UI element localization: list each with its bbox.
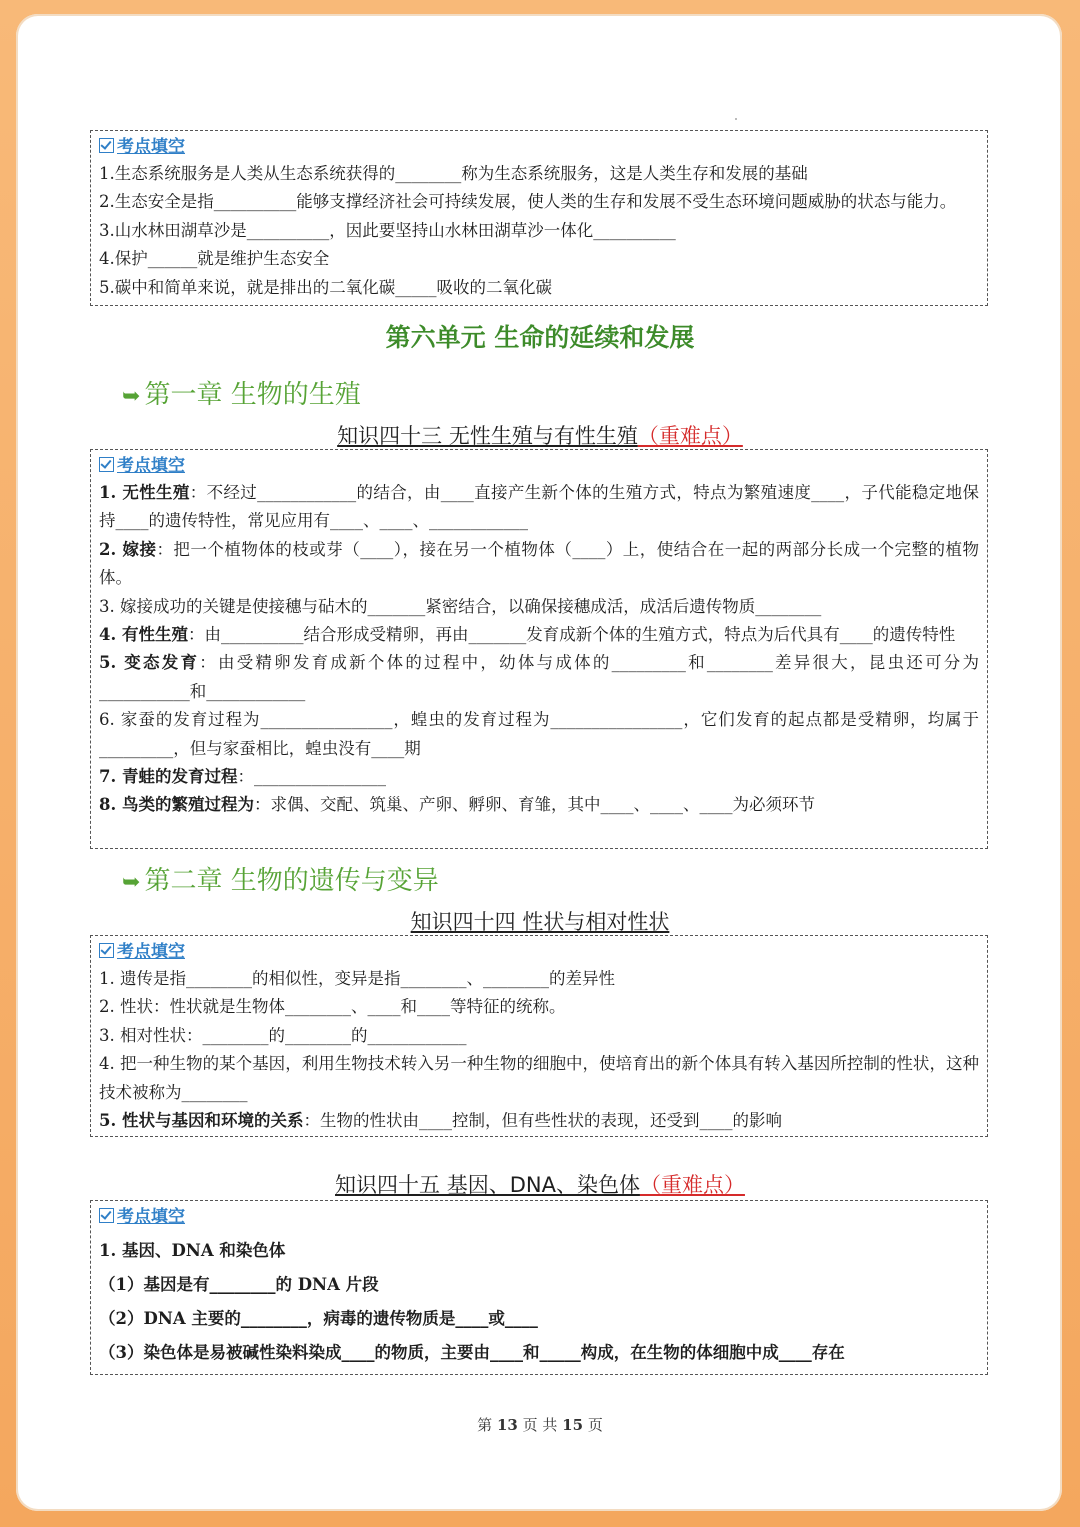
item-label: 7. 青蛙的发育过程 (99, 767, 238, 787)
box-heading (99, 1204, 979, 1230)
item-text: ：把一个植物体的枝或芽（____），接在另一个植物体（____）上，使结合在一起的两部分长成一个完整的植物体。 (99, 539, 979, 588)
box1-line-2: 2.生态安全是指__________能够支撑经济社会可持续发展，使人类的生存和发展不受生态环境问题威胁的状态与能力。 (99, 192, 957, 212)
chapter-1-title (122, 374, 361, 411)
knowledge-44-main: 知识四十四 性状与相对性状 (410, 910, 670, 934)
box2-item-6 (99, 706, 979, 763)
item-label: 8. 鸟类的繁殖过程为 (99, 795, 254, 815)
speck (735, 118, 737, 120)
knowledge-43-main: 知识四十三 无性生殖与有性生殖 (337, 424, 638, 448)
footer-prefix: 第 (477, 1416, 493, 1434)
box4-line-1: 1. 基因、DNA 和染色体 (99, 1241, 286, 1260)
arrow-icon: ➥ (122, 384, 141, 409)
box1-line-3: 3.山水林田湖草沙是__________，因此要坚持山水林田湖草沙一体化__________ (99, 220, 676, 240)
box3-item-5 (99, 1107, 979, 1135)
footer-mid: 页 共 (522, 1416, 558, 1434)
checkbox-icon (99, 1208, 114, 1223)
page-footer (0, 1414, 1080, 1435)
box2-item-8 (99, 791, 979, 819)
total-pages: 15 (562, 1416, 584, 1434)
item-text: ：________________ (237, 767, 386, 787)
box-heading (99, 134, 979, 160)
box3-item-1 (99, 965, 979, 993)
item-text: ：由受精卵发育成新个体的过程中，幼体与成体的_________和________差异很大，昆虫还可分为___________和____________ (99, 653, 979, 701)
box1-line-4: 4.保护______就是维护生态安全 (99, 249, 330, 269)
box2-item-5 (99, 649, 979, 706)
item-text: 6. 家蚕的发育过程为________________，蝗虫的发育过程为________________，它们发育的起点都是受精卵，均属于_________，但与家蚕相比，蝗虫没有____期 (99, 710, 979, 758)
box3-item-4 (99, 1050, 979, 1107)
item-label: 2. 嫁接 (99, 539, 157, 559)
knowledge-45-main: 知识四十五 基因、DNA、染色体 (335, 1173, 640, 1197)
knowledge-45-tag: （重难点） (639, 1173, 745, 1197)
item-text: 2. 性状：性状就是生物体________、____和____等特征的统称。 (99, 997, 566, 1017)
box-heading-text: 考点填空 (117, 456, 185, 476)
box-heading (99, 453, 979, 479)
box1-line-1: 1.生态系统服务是人类从生态系统获得的________称为生态系统服务，这是人类生存和发展的基础 (99, 164, 808, 183)
box4-line-3: （2）DNA 主要的________，病毒的遗传物质是____或____ (99, 1309, 538, 1328)
item-text: ：生物的性状由____控制，但有些性状的表现，还受到____的影响 (303, 1111, 782, 1131)
fill-blank-box-4 (90, 1200, 988, 1375)
chapter-1-text: 第一章 生物的生殖 (144, 380, 361, 410)
box-heading-text: 考点填空 (117, 1207, 185, 1227)
box4-line-4: （3）染色体是易被碱性染料染成____的物质，主要由____和_____构成，在生物的体细胞中成____存在 (99, 1343, 845, 1362)
footer-suffix: 页 (587, 1416, 603, 1434)
box-heading-text: 考点填空 (117, 137, 185, 157)
item-text: 4. 把一种生物的某个基因，利用生物技术转入另一种生物的细胞中，使培育出的新个体具有转入基因所控制的性状，这种技术被称为________ (99, 1054, 979, 1102)
item-label: 1. 无性生殖 (99, 483, 190, 502)
box2-item-7 (99, 763, 979, 791)
fill-blank-box-1 (90, 130, 988, 306)
box-heading-text: 考点填空 (117, 942, 185, 962)
checkbox-icon (99, 138, 114, 153)
item-label: 4. 有性生殖 (99, 625, 188, 645)
unit-title: 第六单元 生命的延续和发展 (385, 323, 695, 352)
knowledge-44-title (0, 906, 1080, 936)
box3-item-2 (99, 993, 979, 1021)
item-label: 5. 变态发育 (99, 653, 200, 673)
box-heading (99, 939, 979, 965)
box4-line-2: （1）基因是有________的 DNA 片段 (99, 1275, 379, 1294)
item-text: ：求偶、交配、筑巢、产卵、孵卵、育雏，其中____、____、____为必须环节 (253, 795, 815, 815)
box1-line-5: 5.碳中和简单来说，就是排出的二氧化碳_____吸收的二氧化碳 (99, 277, 552, 297)
knowledge-45-title (0, 1169, 1080, 1199)
fill-blank-box-2 (90, 449, 988, 849)
checkbox-icon (99, 943, 114, 958)
page-number: 13 (496, 1416, 518, 1434)
item-text: ：不经过____________的结合，由____直接产生新个体的生殖方式，特点为繁殖速度____，子代能稳定地保持____的遗传特性，常见应用有____、____、____________ (99, 483, 979, 531)
item-label: 5. 性状与基因和环境的关系 (99, 1111, 304, 1131)
chapter-2-title (122, 860, 439, 897)
box2-item-4 (99, 621, 979, 649)
item-text: 3. 相对性状：________的________的____________ (99, 1025, 467, 1045)
box2-item-3 (99, 593, 979, 621)
checkbox-icon (99, 457, 114, 472)
chapter-2-text: 第二章 生物的遗传与变异 (144, 866, 439, 896)
item-text: 3. 嫁接成功的关键是使接穗与砧木的_______紧密结合，以确保接穗成活，成活后遗传物质________ (99, 596, 822, 616)
knowledge-43-tag: （重难点） (637, 424, 743, 448)
box2-item-2 (99, 536, 979, 593)
fill-blank-box-3 (90, 935, 988, 1137)
box2-item-1 (99, 479, 979, 536)
box3-item-3 (99, 1022, 979, 1050)
arrow-icon: ➥ (122, 870, 141, 895)
item-text: 1. 遗传是指________的相似性，变异是指________、________的差异性 (99, 969, 615, 988)
item-text: ：由__________结合形成受精卵，再由_______发育成新个体的生殖方式，特点为后代具有____的遗传特性 (187, 625, 956, 645)
knowledge-43-title (0, 420, 1080, 450)
